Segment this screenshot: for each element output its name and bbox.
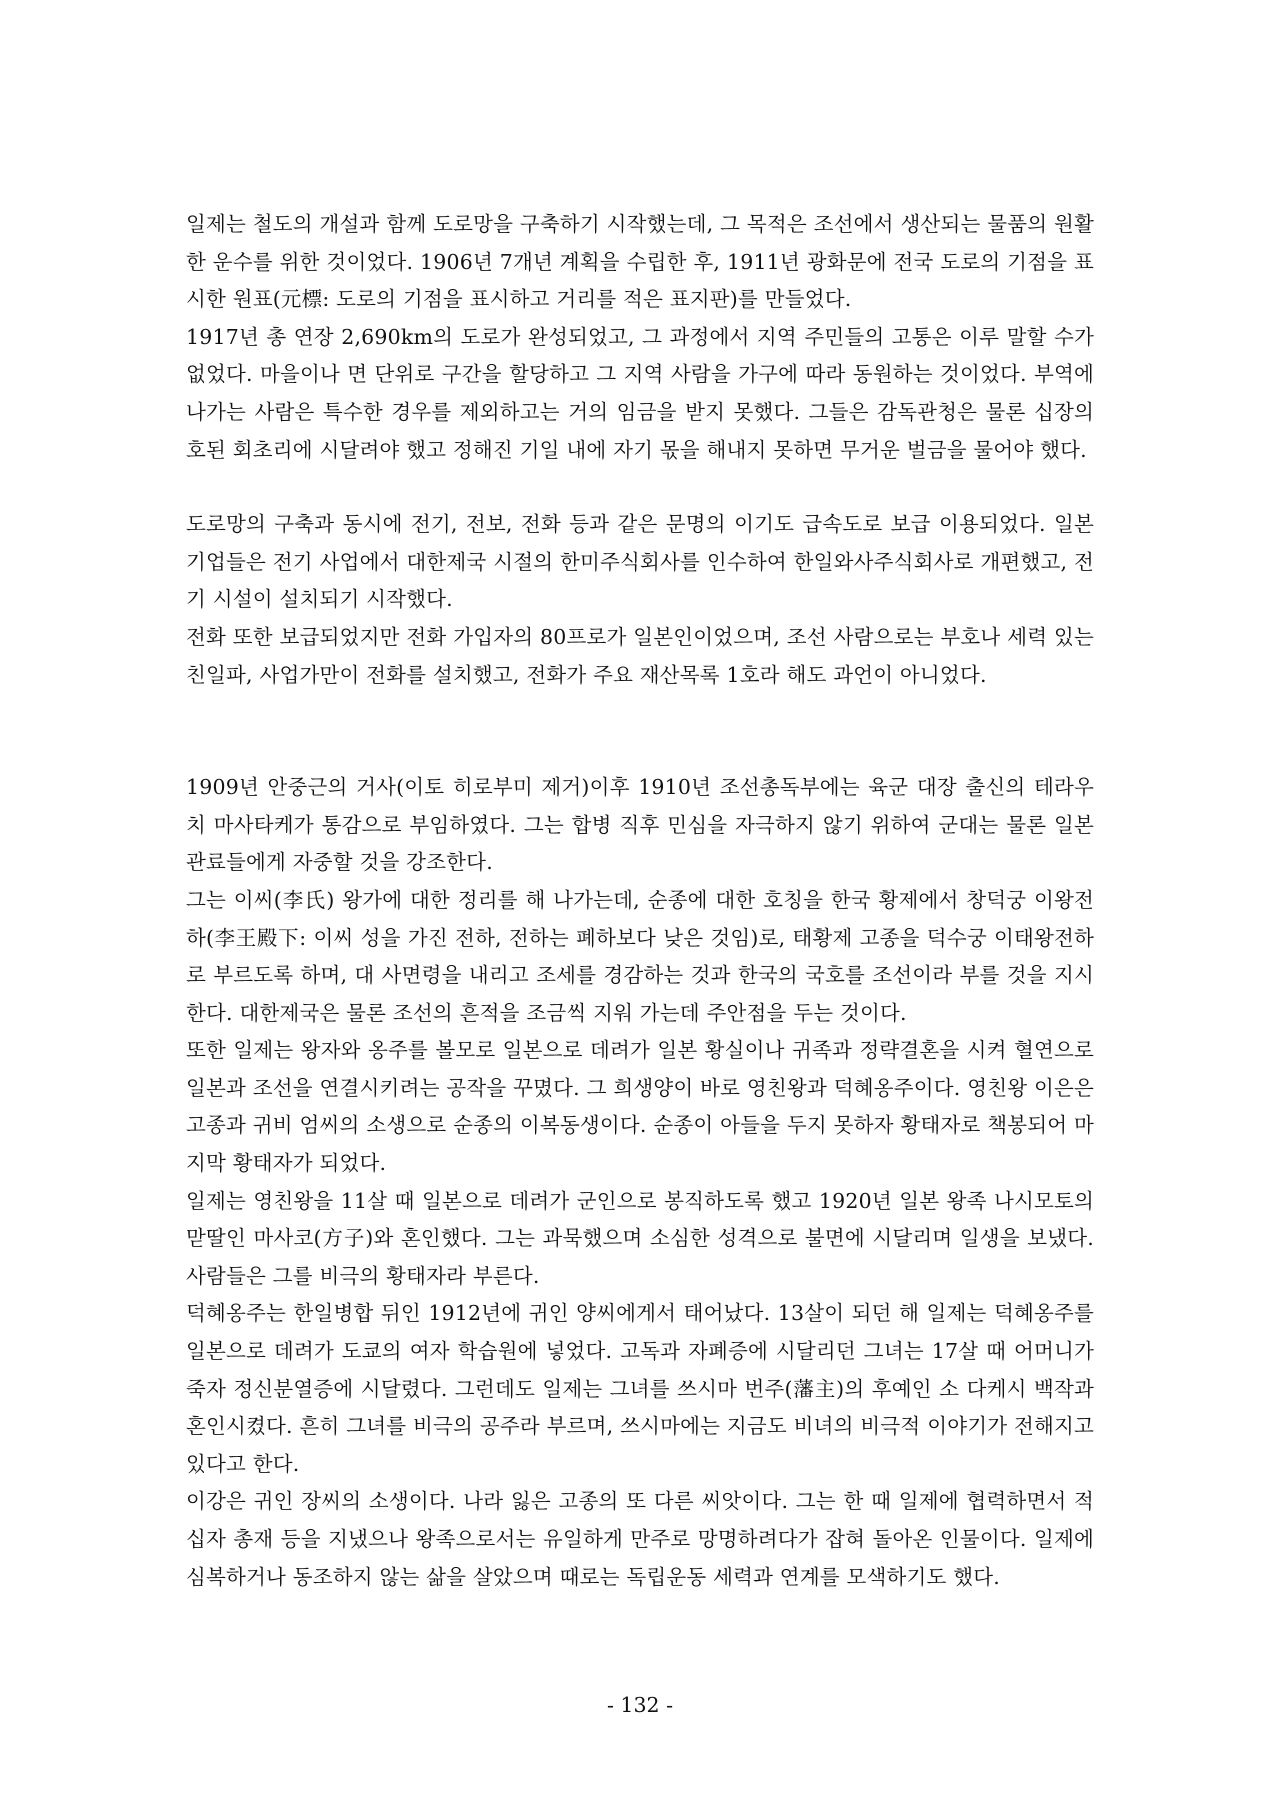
paragraph-yi-gang: 이강은 귀인 장씨의 소생이다. 나라 잃은 고종의 또 다른 씨앗이다. 그는 한 때 일제에 협력하면서 적십자 총재 등을 지냈으나 왕족으로서는 유일하게 만주로 망명하려다가 잡혀 돌아온 인물이다. 일제에 심복하거나 동조하지 않는 삶을 살았으며 때로는 독립운동 세력과 연계를 모색하기도 했다.: [186, 1489, 1094, 1589]
section-spacer: [186, 694, 1094, 769]
paragraph-electricity: 도로망의 구축과 동시에 전기, 전보, 전화 등과 같은 문명의 이기도 급속도로 보급 이용되었다. 일본 기업들은 전기 사업에서 대한제국 시절의 한미주식회사를 인수하여 한일와사주식회사로 개편했고, 전기 시설이 설치되기 시작했다.: [186, 512, 1094, 612]
paragraph-terauchi: 1909년 안중근의 거사(이토 히로부미 제거)이후 1910년 조선총독부에는 육군 대장 출신의 테라우치 마사타케가 통감으로 부임하였다. 그는 합병 직후 민심을 자극하지 않기 위하여 군대는 물론 일본 관료들에게 자중할 것을 강조한다.: [186, 775, 1094, 875]
paragraph-spacer: [186, 469, 1094, 506]
paragraph-hostage-marriages: 또한 일제는 왕자와 옹주를 볼모로 일본으로 데려가 일본 황실이나 귀족과 정략결혼을 시켜 혈연으로 일본과 조선을 연결시키려는 공작을 꾸몄다. 그 희생양이 바로 영친왕과 덕혜옹주이다. 영친왕 이은은 고종과 귀비 엄씨의 소생으로 순종의 이복동생이다. 순종이 아들을 두지 못하자 황태자로 책봉되어 마지막 황태자가 되었다.: [186, 1038, 1094, 1176]
paragraph-telephone: 전화 또한 보급되었지만 전화 가입자의 80프로가 일본인이었으며, 조선 사람으로는 부호나 세력 있는 친일파, 사업가만이 전화를 설치했고, 전화가 주요 재산목록 1호라 해도 과언이 아니었다.: [186, 624, 1094, 687]
paragraph-forced-labor: 1917년 총 연장 2,690km의 도로가 완성되었고, 그 과정에서 지역 주민들의 고통은 이루 말할 수가 없었다. 마을이나 면 단위로 구간을 할당하고 그 지역 사람을 가구에 따라 동원하는 것이었다. 부역에 나가는 사람은 특수한 경우를 제외하고는 거의 임금을 받지 못했다. 그들은 감독관청은 물론 십장의 호된 회초리에 시달려야 했고 정해진 기일 내에 자기 몫을 해내지 못하면 무거운 벌금을 물어야 했다.: [186, 324, 1094, 462]
document-body: [186, 206, 1094, 1596]
paragraph-deokhye: 덕혜옹주는 한일병합 뒤인 1912년에 귀인 양씨에게서 태어났다. 13살이 되던 해 일제는 덕혜옹주를 일본으로 데려가 도쿄의 여자 학습원에 넣었다. 고독과 자폐증에 시달리던 그녀는 17살 때 어머니가 죽자 정신분열증에 시달렸다. 그런데도 일제는 그녀를 쓰시마 번주(藩主)의 후예인 소 다케시 백작과 혼인시켰다. 흔히 그녀를 비극의 공주라 부르며, 쓰시마에는 지금도 비녀의 비극적 이야기가 전해지고 있다고 한다.: [186, 1301, 1094, 1476]
paragraph-road-network: 일제는 철도의 개설과 함께 도로망을 구축하기 시작했는데, 그 목적은 조선에서 생산되는 물품의 원활한 운수를 위한 것이었다. 1906년 7개년 계획을 수립한 후, 1911년 광화문에 전국 도로의 기점을 표시한 원표(元標: 도로의 기점을 표시하고 거리를 적은 표지판)를 만들었다.: [186, 212, 1094, 312]
paragraph-yeongchin: 일제는 영친왕을 11살 때 일본으로 데려가 군인으로 봉직하도록 했고 1920년 일본 왕족 나시모토의 맏딸인 마사코(方子)와 혼인했다. 그는 과묵했으며 소심한 성격으로 불면에 시달리며 일생을 보냈다. 사람들은 그를 비극의 황태자라 부른다.: [186, 1188, 1094, 1288]
page-number: - 132 -: [606, 1693, 673, 1717]
paragraph-royal-family: 그는 이씨(李氏) 왕가에 대한 정리를 해 나가는데, 순종에 대한 호칭을 한국 황제에서 창덕궁 이왕전하(李王殿下: 이씨 성을 가진 전하, 전하는 폐하보다 낮은 것임)로, 태황제 고종을 덕수궁 이태왕전하로 부르도록 하며, 대 사면령을 내리고 조세를 경감하는 것과 한국의 국호를 조선이라 부를 것을 지시한다. 대한제국은 물론 조선의 흔적을 조금씩 지워 가는데 주안점을 두는 것이다.: [186, 887, 1094, 1025]
